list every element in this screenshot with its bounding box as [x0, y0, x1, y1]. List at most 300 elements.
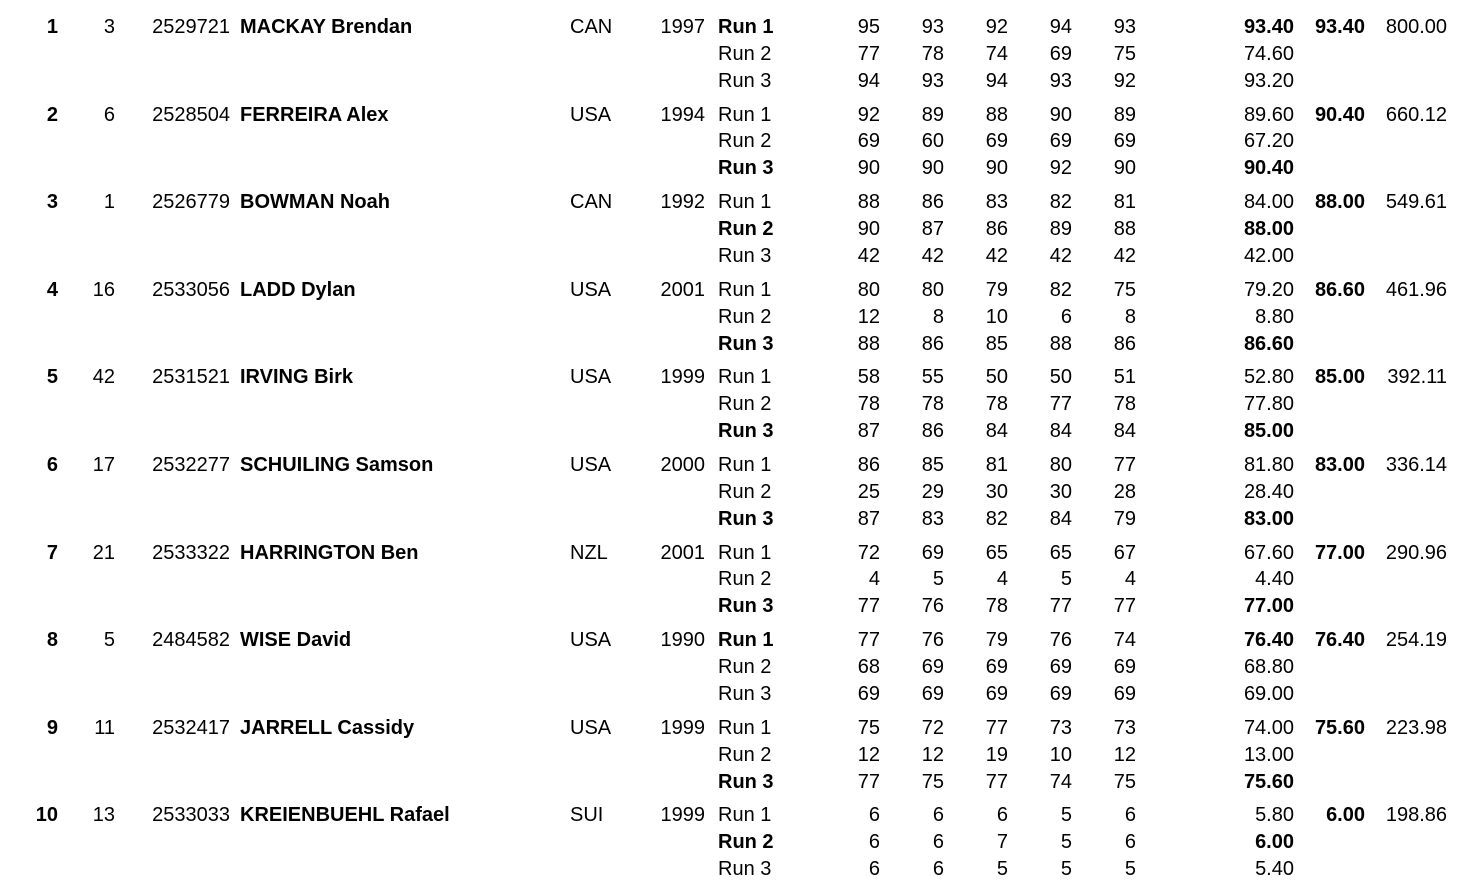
judge-score: 89	[1049, 218, 1072, 241]
judge-score: 69	[1049, 42, 1072, 65]
run-label: Run 1	[718, 103, 772, 126]
bib-number: 21	[92, 541, 115, 564]
run-label: Run 2	[718, 42, 772, 65]
bib-number: 17	[92, 454, 115, 476]
points: 392.11	[1387, 366, 1447, 389]
judge-score: 69	[985, 682, 1008, 705]
run-score: 86.60	[1243, 332, 1294, 355]
judge-score: 90	[1113, 157, 1136, 180]
judge-score: 7	[996, 831, 1008, 854]
run-score: 93.20	[1243, 69, 1294, 92]
judge-score: 93	[1049, 69, 1072, 92]
athlete-name: IRVING Birk	[240, 366, 353, 389]
judge-score: 94	[1049, 16, 1072, 38]
run-label: Run 2	[718, 831, 774, 854]
run-score: 28.40	[1243, 480, 1294, 503]
judge-score: 5	[932, 568, 944, 591]
run-score: 81.80	[1243, 454, 1294, 476]
judge-score: 77	[857, 595, 880, 618]
nation-code: CAN	[570, 191, 613, 214]
judge-score: 6	[996, 804, 1008, 827]
judge-score: 69	[1113, 130, 1136, 153]
run-label: Run 3	[718, 507, 774, 530]
judge-score: 4	[996, 568, 1008, 591]
judge-score: 78	[985, 595, 1008, 618]
judge-score: 87	[857, 420, 880, 443]
judge-score: 50	[1049, 366, 1072, 389]
judge-score: 6	[1124, 804, 1136, 827]
rank: 6	[46, 454, 58, 476]
judge-score: 68	[857, 656, 880, 679]
run-label: Run 3	[718, 332, 774, 355]
run-score: 8.80	[1255, 305, 1294, 328]
judge-score: 5	[996, 858, 1008, 881]
run-score: 88.00	[1243, 218, 1294, 241]
judge-score: 86	[1113, 332, 1136, 355]
judge-score: 69	[921, 656, 944, 679]
judge-score: 8	[932, 305, 944, 328]
best-score: 6.00	[1326, 804, 1365, 827]
judge-score: 77	[985, 716, 1008, 739]
run-label: Run 3	[718, 858, 772, 881]
judge-score: 69	[857, 682, 880, 705]
points: 254.19	[1385, 629, 1447, 652]
judge-score: 77	[1113, 454, 1136, 476]
judge-score: 50	[985, 366, 1008, 389]
athlete-row	[0, 627, 1462, 714]
run-label: Run 2	[718, 393, 772, 416]
points: 660.12	[1385, 103, 1447, 126]
judge-score: 77	[1049, 595, 1072, 618]
judge-score: 42	[985, 244, 1008, 267]
rank: 1	[46, 16, 58, 38]
judge-score: 6	[932, 858, 944, 881]
judge-score: 88	[1049, 332, 1072, 355]
athlete-name: BOWMAN Noah	[240, 191, 390, 214]
points: 461.96	[1385, 278, 1447, 301]
judge-score: 69	[857, 130, 880, 153]
fis-code: 2484582	[152, 629, 230, 652]
fis-code: 2528504	[152, 103, 230, 126]
judge-score: 69	[921, 541, 944, 564]
run-label: Run 1	[718, 629, 774, 652]
judge-score: 80	[857, 278, 880, 301]
athlete-row	[0, 189, 1462, 276]
judge-score: 75	[1113, 278, 1136, 301]
points: 198.86	[1385, 804, 1447, 827]
run-label: Run 3	[718, 770, 774, 793]
judge-score: 67	[1113, 541, 1136, 564]
judge-score: 93	[921, 69, 944, 92]
judge-score: 85	[921, 454, 944, 476]
run-label: Run 1	[718, 191, 772, 214]
judge-score: 12	[1113, 743, 1136, 766]
nation-code: USA	[570, 278, 612, 301]
birth-year: 1992	[660, 191, 705, 214]
judge-score: 93	[921, 16, 944, 38]
run-score: 67.20	[1243, 130, 1294, 153]
run-score: 77.00	[1243, 595, 1294, 618]
birth-year: 2001	[660, 541, 705, 564]
best-score: 75.60	[1314, 716, 1365, 739]
best-score: 93.40	[1314, 16, 1365, 38]
judge-score: 82	[1049, 191, 1072, 214]
best-score: 76.40	[1314, 629, 1365, 652]
athlete-name: JARRELL Cassidy	[240, 716, 415, 739]
judge-score: 90	[1049, 103, 1072, 126]
judge-score: 12	[857, 305, 880, 328]
birth-year: 1997	[660, 16, 705, 38]
run-score: 79.20	[1243, 278, 1294, 301]
athlete-row	[0, 277, 1462, 364]
judge-score: 30	[985, 480, 1008, 503]
judge-score: 30	[1049, 480, 1072, 503]
judge-score: 79	[985, 629, 1008, 652]
rank: 9	[46, 716, 58, 739]
judge-score: 28	[1113, 480, 1136, 503]
run-score: 69.00	[1243, 682, 1294, 705]
judge-score: 69	[985, 130, 1008, 153]
judge-score: 69	[1049, 656, 1072, 679]
judge-score: 83	[921, 507, 944, 530]
run-score: 75.60	[1243, 770, 1294, 793]
judge-score: 5	[1060, 568, 1072, 591]
judge-score: 93	[1113, 16, 1136, 38]
judge-score: 82	[985, 507, 1008, 530]
run-score: 77.80	[1243, 393, 1294, 416]
judge-score: 92	[1113, 69, 1136, 92]
best-score: 83.00	[1314, 454, 1365, 476]
bib-number: 11	[94, 716, 115, 739]
judge-score: 55	[921, 366, 944, 389]
judge-score: 80	[1049, 454, 1072, 476]
athlete-row	[0, 715, 1462, 802]
judge-score: 60	[921, 130, 944, 153]
nation-code: USA	[570, 454, 612, 476]
judge-score: 92	[857, 103, 880, 126]
judge-score: 74	[1113, 629, 1136, 652]
judge-score: 75	[921, 770, 944, 793]
rank: 8	[46, 629, 58, 652]
athlete-row	[0, 14, 1462, 101]
points: 336.14	[1385, 454, 1447, 476]
judge-score: 69	[1049, 130, 1072, 153]
judge-score: 85	[985, 332, 1008, 355]
rank: 10	[35, 804, 58, 827]
run-score: 5.40	[1255, 858, 1294, 881]
points: 223.98	[1385, 716, 1447, 739]
judge-score: 69	[985, 656, 1008, 679]
rank: 4	[46, 278, 58, 301]
judge-score: 76	[921, 595, 944, 618]
athlete-name: SCHUILING Samson	[240, 454, 434, 476]
judge-score: 84	[1049, 507, 1072, 530]
judge-score: 42	[1049, 244, 1072, 267]
judge-score: 73	[1113, 716, 1136, 739]
judge-score: 19	[985, 743, 1008, 766]
judge-score: 86	[921, 332, 944, 355]
judge-score: 79	[985, 278, 1008, 301]
run-label: Run 1	[718, 541, 772, 564]
athlete-name: FERREIRA Alex	[240, 103, 389, 126]
run-score: 4.40	[1255, 568, 1294, 591]
run-score: 67.60	[1243, 541, 1294, 564]
judge-score: 77	[985, 770, 1008, 793]
nation-code: SUI	[570, 804, 604, 827]
judge-score: 10	[985, 305, 1008, 328]
judge-score: 10	[1049, 743, 1072, 766]
judge-score: 69	[1049, 682, 1072, 705]
judge-score: 94	[857, 69, 880, 92]
judge-score: 88	[1113, 218, 1136, 241]
fis-code: 2529721	[152, 16, 230, 38]
judge-score: 6	[1060, 305, 1072, 328]
judge-score: 6	[932, 831, 944, 854]
judge-score: 65	[985, 541, 1008, 564]
judge-score: 81	[985, 454, 1008, 476]
run-label: Run 1	[718, 716, 772, 739]
fis-code: 2532277	[152, 454, 230, 476]
athlete-name: HARRINGTON Ben	[240, 541, 419, 564]
birth-year: 1994	[660, 103, 705, 126]
birth-year: 1999	[660, 366, 705, 389]
run-label: Run 2	[718, 656, 772, 679]
run-score: 85.00	[1243, 420, 1294, 443]
nation-code: USA	[570, 716, 612, 739]
judge-score: 80	[921, 278, 944, 301]
judge-score: 78	[1113, 393, 1136, 416]
judge-score: 77	[857, 629, 880, 652]
judge-score: 78	[985, 393, 1008, 416]
athlete-name: LADD Dylan	[240, 278, 356, 301]
run-label: Run 2	[718, 305, 772, 328]
judge-score: 86	[921, 191, 944, 214]
judge-score: 77	[1113, 595, 1136, 618]
fis-code: 2533033	[152, 804, 230, 827]
judge-score: 42	[857, 244, 880, 267]
nation-code: CAN	[570, 16, 613, 38]
judge-score: 87	[857, 507, 880, 530]
judge-score: 92	[985, 16, 1008, 38]
run-label: Run 2	[718, 743, 772, 766]
judge-score: 89	[1113, 103, 1136, 126]
judge-score: 5	[1060, 858, 1072, 881]
judge-score: 86	[857, 454, 880, 476]
nation-code: USA	[570, 103, 612, 126]
judge-score: 86	[921, 420, 944, 443]
bib-number: 5	[103, 629, 115, 652]
athlete-row	[0, 102, 1462, 189]
run-label: Run 2	[718, 480, 772, 503]
run-score: 52.80	[1243, 366, 1294, 389]
judge-score: 77	[857, 42, 880, 65]
birth-year: 1990	[660, 629, 705, 652]
nation-code: USA	[570, 366, 612, 389]
athlete-row	[0, 364, 1462, 451]
run-score: 83.00	[1243, 507, 1294, 530]
judge-score: 86	[985, 218, 1008, 241]
run-score: 68.80	[1243, 656, 1294, 679]
bib-number: 16	[92, 278, 115, 301]
best-score: 85.00	[1314, 366, 1365, 389]
athlete-name: WISE David	[240, 629, 352, 652]
judge-score: 84	[985, 420, 1008, 443]
judge-score: 6	[932, 804, 944, 827]
judge-score: 88	[985, 103, 1008, 126]
judge-score: 69	[1113, 656, 1136, 679]
judge-score: 83	[985, 191, 1008, 214]
run-label: Run 2	[718, 130, 772, 153]
run-score: 84.00	[1243, 191, 1294, 214]
bib-number: 13	[92, 804, 115, 827]
best-score: 90.40	[1314, 103, 1365, 126]
judge-score: 90	[857, 157, 880, 180]
fis-code: 2531521	[152, 366, 230, 389]
run-score: 76.40	[1243, 629, 1294, 652]
run-label: Run 3	[718, 682, 772, 705]
birth-year: 1999	[660, 716, 705, 739]
points: 549.61	[1385, 191, 1447, 214]
run-label: Run 1	[718, 366, 772, 389]
birth-year: 2000	[660, 454, 705, 476]
judge-score: 88	[857, 191, 880, 214]
judge-score: 6	[1124, 831, 1136, 854]
rank: 5	[46, 366, 58, 389]
judge-score: 29	[921, 480, 944, 503]
points: 800.00	[1385, 16, 1447, 38]
judge-score: 42	[921, 244, 944, 267]
judge-score: 5	[1060, 831, 1072, 854]
run-score: 5.80	[1255, 804, 1294, 827]
run-label: Run 3	[718, 244, 772, 267]
judge-score: 42	[1113, 244, 1136, 267]
best-score: 88.00	[1314, 191, 1365, 214]
judge-score: 12	[921, 743, 944, 766]
fis-code: 2526779	[152, 191, 230, 214]
run-score: 74.60	[1243, 42, 1294, 65]
run-score: 89.60	[1243, 103, 1294, 126]
nation-code: NZL	[570, 541, 608, 564]
run-label: Run 1	[718, 278, 772, 301]
bib-number: 1	[103, 191, 115, 214]
fis-code: 2533056	[152, 278, 230, 301]
judge-score: 77	[1049, 393, 1072, 416]
judge-score: 79	[1113, 507, 1136, 530]
judge-score: 78	[857, 393, 880, 416]
nation-code: USA	[570, 629, 612, 652]
judge-score: 69	[1113, 682, 1136, 705]
judge-score: 6	[868, 831, 880, 854]
judge-score: 8	[1124, 305, 1136, 328]
athlete-row	[0, 540, 1462, 627]
judge-score: 72	[921, 716, 944, 739]
best-score: 77.00	[1314, 541, 1365, 564]
judge-score: 58	[857, 366, 880, 389]
judge-score: 89	[921, 103, 944, 126]
judge-score: 75	[1113, 770, 1136, 793]
run-label: Run 2	[718, 568, 772, 591]
judge-score: 75	[857, 716, 880, 739]
run-score: 90.40	[1243, 157, 1294, 180]
judge-score: 90	[921, 157, 944, 180]
fis-code: 2533322	[152, 541, 230, 564]
points: 290.96	[1385, 541, 1447, 564]
judge-score: 84	[1049, 420, 1072, 443]
judge-score: 90	[857, 218, 880, 241]
run-label: Run 3	[718, 595, 774, 618]
bib-number: 3	[103, 16, 115, 38]
run-score: 42.00	[1243, 244, 1294, 267]
judge-score: 82	[1049, 278, 1072, 301]
run-label: Run 3	[718, 420, 774, 443]
athlete-name: KREIENBUEHL Rafael	[240, 804, 450, 827]
bib-number: 6	[103, 103, 115, 126]
rank: 3	[46, 191, 58, 214]
run-label: Run 1	[718, 454, 772, 476]
judge-score: 5	[1060, 804, 1072, 827]
judge-score: 25	[857, 480, 880, 503]
judge-score: 74	[985, 42, 1008, 65]
judge-score: 51	[1113, 366, 1136, 389]
judge-score: 73	[1049, 716, 1072, 739]
judge-score: 78	[921, 42, 944, 65]
run-label: Run 3	[718, 157, 774, 180]
judge-score: 81	[1113, 191, 1136, 214]
judge-score: 12	[857, 743, 880, 766]
run-label: Run 3	[718, 69, 772, 92]
judge-score: 5	[1124, 858, 1136, 881]
judge-score: 90	[985, 157, 1008, 180]
athlete-row	[0, 802, 1462, 889]
run-score: 93.40	[1243, 16, 1294, 38]
judge-score: 84	[1113, 420, 1136, 443]
judge-score: 6	[868, 804, 880, 827]
run-label: Run 1	[718, 804, 772, 827]
judge-score: 6	[868, 858, 880, 881]
judge-score: 92	[1049, 157, 1072, 180]
judge-score: 95	[857, 16, 880, 38]
judge-score: 69	[921, 682, 944, 705]
judge-score: 4	[868, 568, 880, 591]
judge-score: 77	[857, 770, 880, 793]
birth-year: 2001	[660, 278, 705, 301]
run-score: 74.00	[1243, 716, 1294, 739]
birth-year: 1999	[660, 804, 705, 827]
rank: 2	[46, 103, 58, 126]
judge-score: 78	[921, 393, 944, 416]
best-score: 86.60	[1314, 278, 1365, 301]
judge-score: 4	[1124, 568, 1136, 591]
judge-score: 76	[921, 629, 944, 652]
judge-score: 65	[1049, 541, 1072, 564]
judge-score: 88	[857, 332, 880, 355]
athlete-name: MACKAY Brendan	[240, 16, 413, 38]
judge-score: 87	[921, 218, 944, 241]
bib-number: 42	[92, 366, 115, 389]
run-score: 6.00	[1255, 831, 1294, 854]
judge-score: 76	[1049, 629, 1072, 652]
judge-score: 74	[1049, 770, 1072, 793]
judge-score: 75	[1113, 42, 1136, 65]
fis-code: 2532417	[152, 716, 230, 739]
athlete-row	[0, 452, 1462, 539]
run-label: Run 1	[718, 16, 774, 38]
judge-score: 72	[857, 541, 880, 564]
judge-score: 94	[985, 69, 1008, 92]
run-label: Run 2	[718, 218, 774, 241]
rank: 7	[46, 541, 58, 564]
run-score: 13.00	[1243, 743, 1294, 766]
